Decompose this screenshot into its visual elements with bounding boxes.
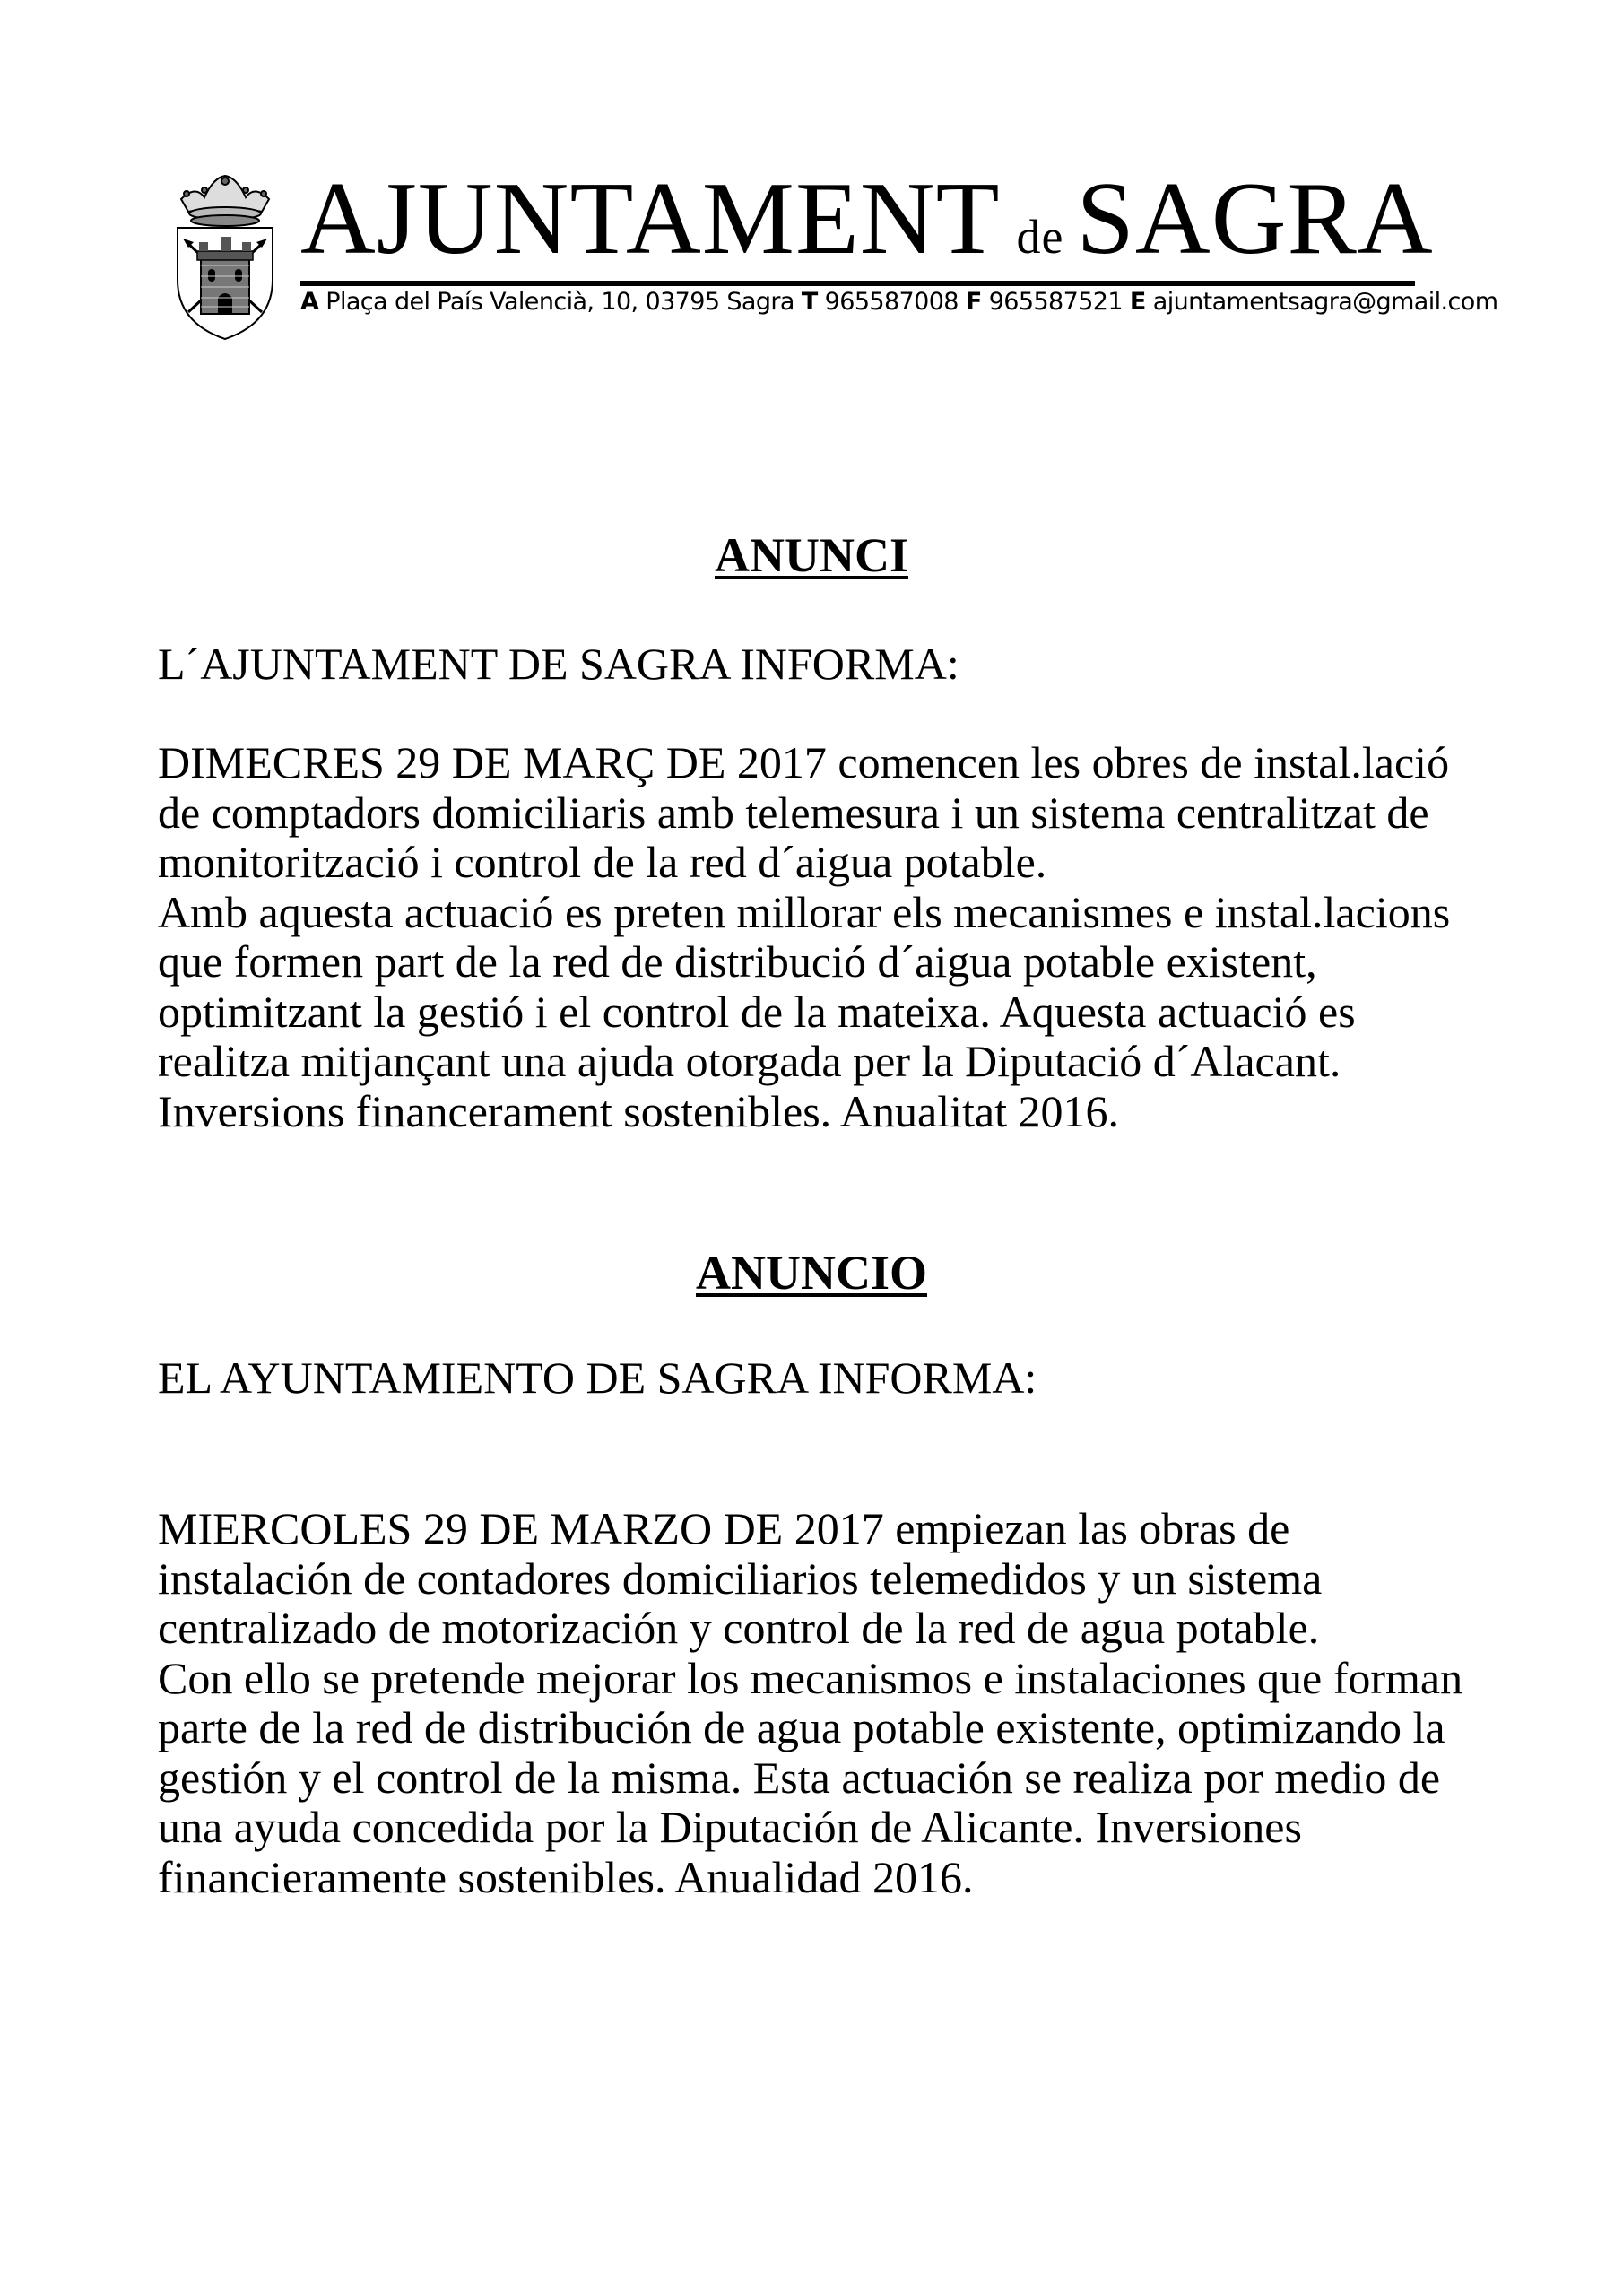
coat-of-arms-icon	[169, 172, 282, 341]
catalan-line: monitorització i control de la red d´aigua potable.	[158, 837, 1047, 887]
catalan-line: DIMECRES 29 DE MARÇ DE 2017 comencen les obres de instal.lació	[158, 737, 1450, 787]
spanish-line: una ayuda concedida por la Diputación de Alicante. Inversiones	[158, 1802, 1302, 1852]
heading-anunci	[0, 528, 1623, 582]
address: Plaça del País Valencià, 10, 03795 Sagra	[325, 288, 794, 316]
fax: 965587521	[988, 288, 1123, 316]
crown-icon	[181, 176, 269, 226]
letterhead-contact	[300, 289, 1497, 316]
heading-anunci-text: ANUNCI	[715, 528, 908, 582]
letterhead-title	[300, 161, 1434, 289]
phone: 965587008	[824, 288, 959, 316]
catalan-line: optimitzant la gestió i el control de la mateixa. Aquesta actuació es	[158, 986, 1356, 1037]
catalan-line: realitza mitjançant una ajuda otorgada per la Diputació d´Alacant.	[158, 1036, 1341, 1086]
spanish-line: MIERCOLES 29 DE MARZO DE 2017 empiezan las obras de	[158, 1503, 1290, 1553]
email: ajuntamentsagra@gmail.com	[1152, 288, 1498, 316]
title-town: SAGRA	[1076, 161, 1434, 276]
heading-anuncio-text: ANUNCIO	[695, 1246, 927, 1300]
phone-label: T	[801, 288, 818, 316]
email-label: E	[1129, 288, 1146, 316]
spanish-line: parte de la red de distribución de agua potable existente, optimizando la	[158, 1702, 1445, 1752]
spanish-line: Con ello se pretende mejorar los mecanismos e instalaciones que forman	[158, 1652, 1463, 1703]
spanish-line: gestión y el control de la misma. Esta actuación se realiza por medio de	[158, 1752, 1441, 1803]
catalan-intro: L´AJUNTAMENT DE SAGRA INFORMA:	[158, 639, 959, 689]
address-label: A	[300, 288, 319, 316]
catalan-line: que formen part de la red de distribució d´aigua potable existent,	[158, 936, 1317, 987]
catalan-line: de comptadors domiciliaris amb telemesura i un sistema centralitzat de	[158, 787, 1429, 838]
spanish-intro: EL AYUNTAMIENTO DE SAGRA INFORMA:	[158, 1352, 1037, 1403]
catalan-line: Inversions financerament sostenibles. Anualitat 2016.	[158, 1085, 1119, 1136]
tower-icon	[197, 237, 253, 314]
spanish-line: instalación de contadores domiciliarios telemedidos y un sistema	[158, 1552, 1323, 1604]
letterhead-rule	[300, 281, 1415, 286]
spanish-line: financieramente sostenibles. Anualidad 2016.	[158, 1851, 974, 1902]
title-main: AJUNTAMENT	[300, 161, 1001, 276]
fax-label: F	[965, 288, 982, 316]
heading-anuncio	[0, 1246, 1623, 1300]
catalan-line: Amb aquesta actuació es preten millorar els mecanismes e instal.lacions	[158, 886, 1451, 937]
title-de: de	[1016, 210, 1064, 264]
spanish-line: centralizado de motorización y control de la red de agua potable.	[158, 1603, 1320, 1653]
